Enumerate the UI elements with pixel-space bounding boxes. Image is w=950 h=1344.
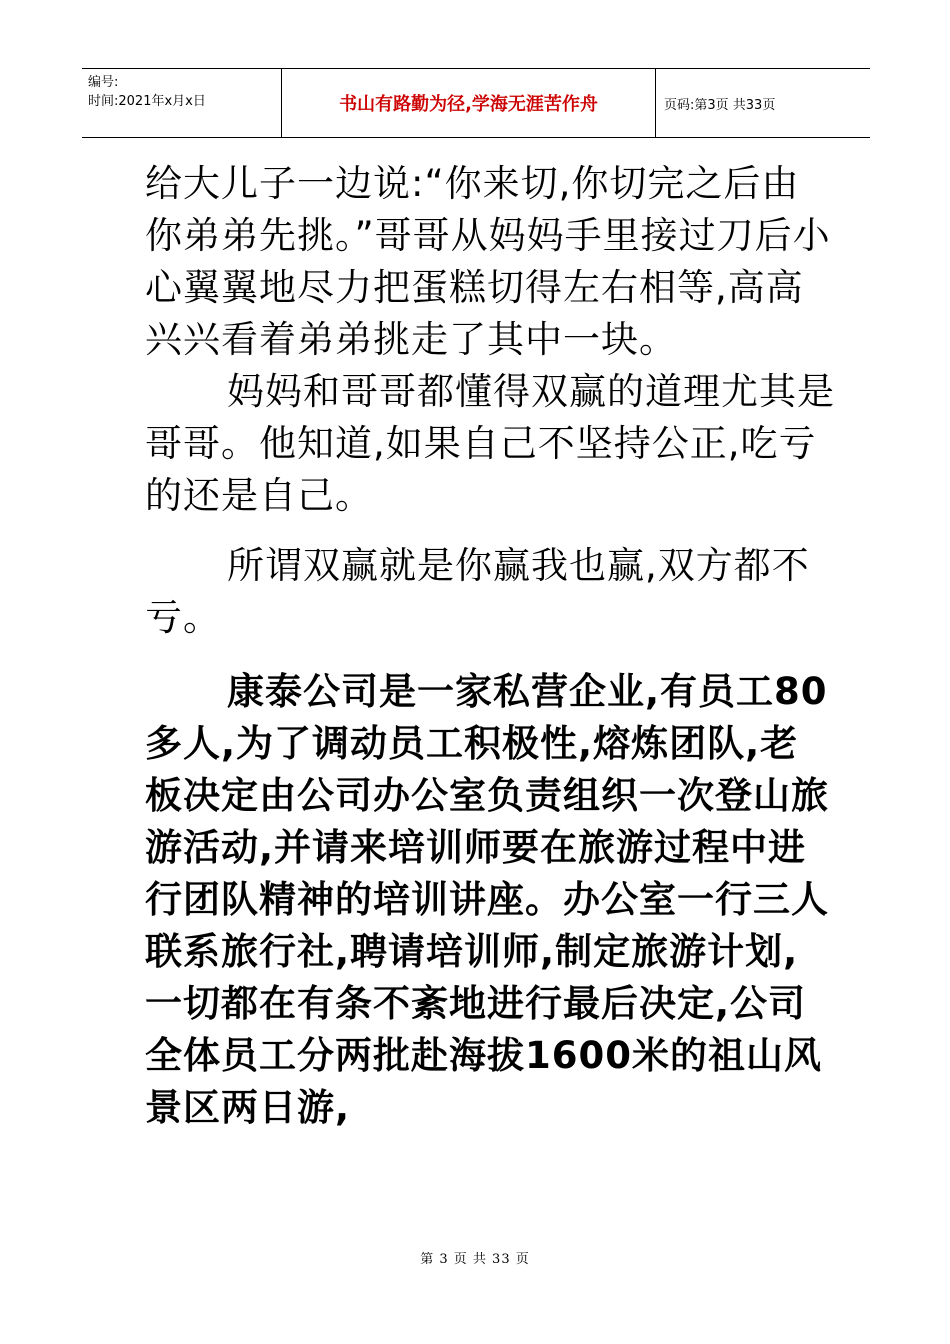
header-motto: 书山有路勤为径,学海无涯苦作舟 bbox=[282, 69, 656, 137]
page-footer: 第 3 页 共 33 页 bbox=[420, 1252, 530, 1267]
header-page-info: 页码:第3页 共33页 bbox=[664, 97, 776, 113]
header-meta bbox=[82, 69, 282, 137]
paragraph-1: 给大儿子一边说:“你来切,你切完之后由你弟弟先挑。”哥哥从妈妈手里接过刀后小心翼翼地尽力把蛋糕切得左右相等,高高兴兴看着弟弟挑走了其中一块。 bbox=[145, 162, 831, 361]
paragraph-2: 妈妈和哥哥都懂得双赢的道理尤其是哥哥。他知道,如果自己不坚持公正,吃亏的还是自己。 bbox=[145, 370, 835, 517]
paragraph-4: 康泰公司是一家私营企业,有员工80多人,为了调动员工积极性,熔炼团队,老板决定由公司办公室负责组织一次登山旅游活动,并请来培训师要在旅游过程中进行团队精神的培训讲座。办公室一行三人联系旅行社,聘请培训师,制定旅游计划,一切都在有条不紊地进行最后决定,公司全体员工分两批赴海拔1600米的祖山风景区两日游, bbox=[145, 670, 829, 1129]
document-number-label: 编号: bbox=[88, 75, 119, 90]
document-time-label: 时间:2021年x月x日 bbox=[88, 94, 206, 109]
document-body bbox=[145, 158, 835, 1134]
page-header bbox=[82, 68, 870, 138]
paragraph-3: 所谓双赢就是你赢我也赢,双方都不亏。 bbox=[145, 544, 810, 639]
